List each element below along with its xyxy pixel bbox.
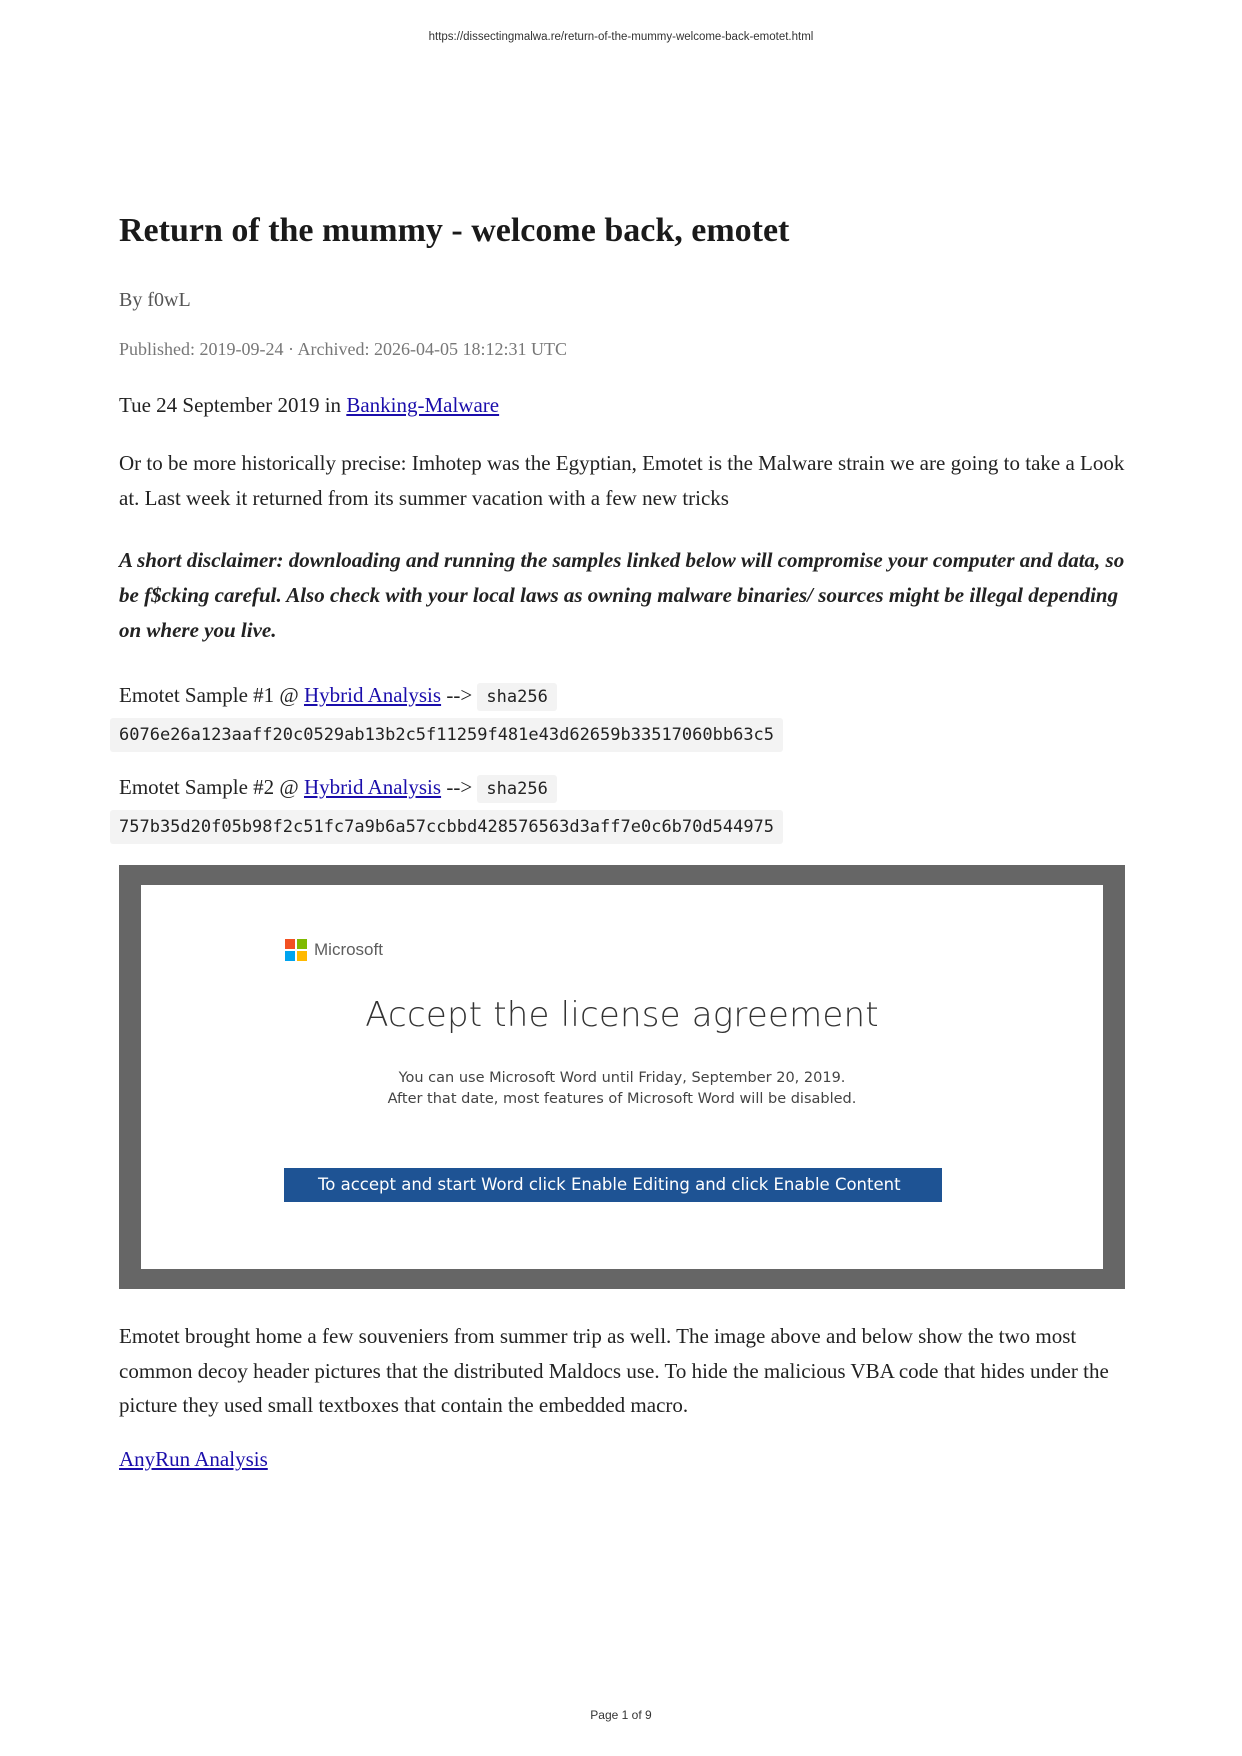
sample-arrow: --> [446,775,473,799]
published-line: Published: 2019-09-24 · Archived: 2026-04-05 18:12:31 UTC [119,339,567,359]
sample-hash: 6076e26a123aaff20c0529ab13b2c5f11259f481e43d62659b33517060bb63c5 [110,718,783,752]
decoy-banner: To accept and start Word click Enable Editing and click Enable Content [284,1168,942,1202]
dateline [119,393,499,418]
decoy-document-image [119,865,1125,1289]
sample-prefix: Emotet Sample #1 @ [119,683,299,707]
decoy-message [141,1068,1103,1110]
souvenirs-paragraph: Emotet brought home a few souveniers from summer trip as well. The image above and below show the two most common decoy header pictures that the distributed Maldocs use. To hide the malicious VBA code that hides under the picture they used small textboxes that contain the embedded macro. [119,1324,1109,1417]
hash-label: sha256 [477,683,556,711]
microsoft-logo [285,939,383,961]
sample-hash: 757b35d20f05b98f2c51fc7a9b6a57ccbbd428576563d3aff7e0c6b70d544975 [110,810,783,844]
article-title: Return of the mummy - welcome back, emotet [119,212,790,249]
sample-arrow: --> [446,683,473,707]
sample-1 [119,678,1125,752]
hybrid-analysis-link-2[interactable]: Hybrid Analysis [303,775,442,799]
sample-prefix: Emotet Sample #2 @ [119,775,299,799]
intro-paragraph: Or to be more historically precise: Imhotep was the Egyptian, Emotet is the Malware strain we are going to take a Look at. Last week it returned from its summer vacation with a few new tricks [119,451,1125,510]
decoy-line-2: After that date, most features of Microsoft Word will be disabled. [387,1091,857,1107]
microsoft-logo-text: Microsoft [314,940,383,959]
logo-square [297,939,307,949]
page-number: Page 1 of 9 [590,1708,652,1722]
date-prefix: Tue 24 September 2019 in [119,393,342,417]
logo-square [285,951,295,961]
logo-square [285,939,295,949]
decoy-line-1: You can use Microsoft Word until Friday, September 20, 2019. [398,1070,846,1086]
category-link[interactable]: Banking-Malware [346,393,500,417]
byline: By f0wL [119,289,191,311]
anyrun-analysis-link[interactable]: AnyRun Analysis [119,1447,268,1471]
logo-square [297,951,307,961]
decoy-document-page [141,885,1103,1269]
decoy-heading: Accept the license agreement [365,995,879,1035]
page-url: https://dissectingmalwa.re/return-of-the-mummy-welcome-back-emotet.html [428,31,814,43]
sample-2 [119,770,1125,844]
microsoft-squares-icon [285,939,307,961]
hybrid-analysis-link-1[interactable]: Hybrid Analysis [303,683,442,707]
disclaimer-paragraph: A short disclaimer: downloading and running the samples linked below will compromise your computer and data, so be f$cking careful. Also check with your local laws as owning malware binaries/ sources might be illegal depending on where you live. [119,548,1125,642]
hash-label: sha256 [477,775,556,803]
